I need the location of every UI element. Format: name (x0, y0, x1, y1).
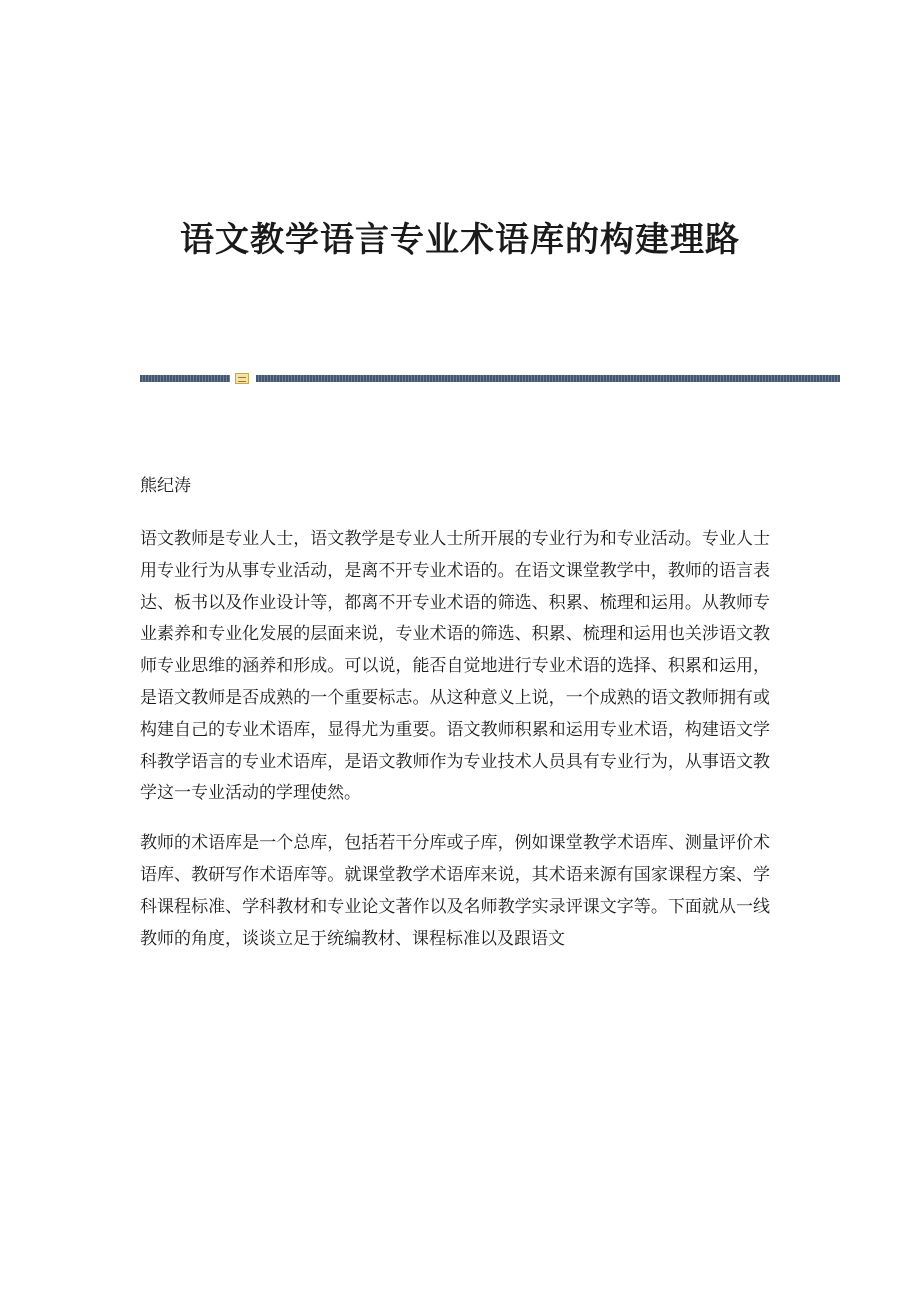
divider-bar-right (256, 375, 840, 382)
author-name: 熊纪涛 (140, 476, 191, 496)
article-body (140, 524, 770, 973)
divider-bar-left (140, 375, 230, 382)
title-divider (140, 375, 840, 382)
paragraph-1: 语文教师是专业人士，语文教学是专业人士所开展的专业行为和专业活动。专业人士用专业行为从事专业活动，是离不开专业术语的。在语文课堂教学中，教师的语言表达、板书以及作业设计等，都离不开专业术语的筛选、积累、梳理和运用。从教师专业素养和专业化发展的层面来说，专业术语的筛选、积累、梳理和运用也关涉语文教师专业思维的涵养和形成。可以说，能否自觉地进行专业术语的选择、积累和运用，是语文教师是否成熟的一个重要标志。从这种意义上说，一个成熟的语文教师拥有或构建自己的专业术语库，显得尤为重要。语文教师积累和运用专业术语，构建语文学科教学语言的专业术语库，是语文教师作为专业技术人员具有专业行为，从事语文教学这一专业活动的学理使然。 (140, 529, 770, 804)
page-title: 语文教学语言专业术语库的构建理路 (180, 220, 740, 260)
paragraph-2: 教师的术语库是一个总库，包括若干分库或子库，例如课堂教学术语库、测量评价术语库、教研写作术语库等。就课堂教学术语库来说，其术语来源有国家课程方案、学科课程标准、学科教材和专业论文著作以及名师教学实录评课文字等。下面就从一线教师的角度，谈谈立足于统编教材、课程标准以及跟语文 (140, 833, 770, 949)
ornament-icon (235, 373, 249, 384)
